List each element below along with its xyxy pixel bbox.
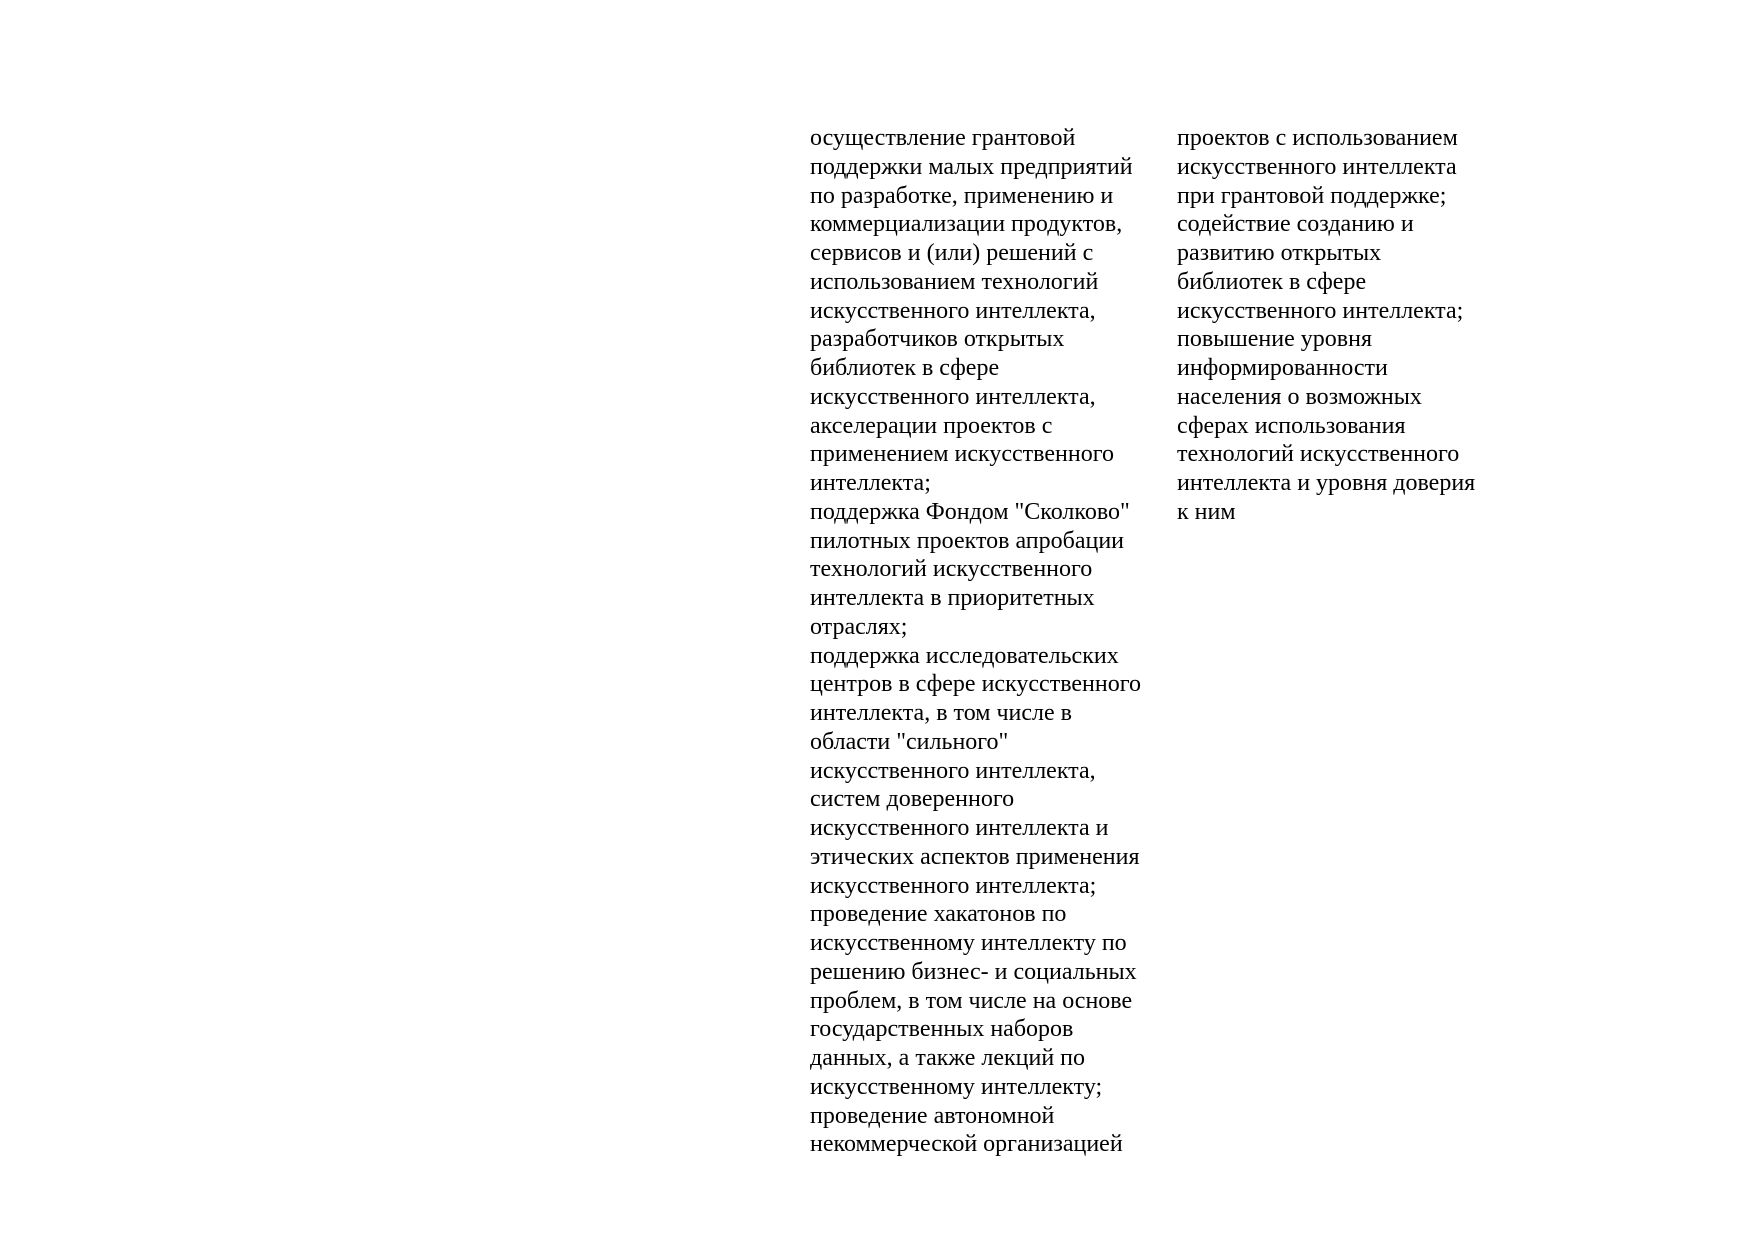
text-line: государственных наборов — [810, 1016, 1074, 1043]
text-line: поддержка исследовательских — [810, 642, 1119, 669]
text-line: проблем, в том числе на основе — [810, 987, 1133, 1014]
text-line: технологий искусственного — [1177, 441, 1460, 468]
text-line: этических аспектов применения — [810, 843, 1140, 870]
text-line: сферах использования — [1177, 412, 1406, 439]
text-line: области "сильного" — [810, 728, 1009, 755]
text-line: решению бизнес- и социальных — [810, 958, 1137, 985]
text-line: коммерциализации продуктов, — [810, 211, 1123, 238]
text-line: интеллекта; — [810, 470, 931, 496]
text-line: искусственного интеллекта, — [810, 383, 1096, 410]
text-line: при грантовой поддержке; — [1177, 182, 1447, 209]
text-line: пилотных проектов апробации — [810, 527, 1125, 554]
text-line: искусственного интеллекта, — [810, 757, 1096, 784]
text-line: к ним — [1177, 498, 1236, 525]
text-line: библиотек в сфере — [810, 355, 1000, 381]
text-line: поддержка Фондом "Сколково" — [810, 498, 1130, 525]
text-line: применением искусственного — [810, 441, 1114, 468]
text-line: по разработке, применению и — [810, 182, 1114, 209]
text-line: разработчиков открытых — [810, 326, 1065, 353]
text-line: сервисов и (или) решений с — [810, 240, 1094, 266]
text-line: технологий искусственного — [810, 556, 1093, 583]
text-line: проведение автономной — [810, 1102, 1055, 1129]
text-line: искусственного интеллекта и — [810, 815, 1109, 841]
text-line: информированности — [1177, 355, 1388, 381]
text-line: осуществление грантовой — [810, 125, 1076, 151]
text-line: искусственного интеллекта, — [810, 297, 1096, 324]
text-line: систем доверенного — [810, 786, 1015, 813]
text-line: интеллекта и уровня доверия — [1177, 470, 1476, 496]
text-line: использованием технологий — [810, 268, 1099, 295]
text-line: интеллекта, в том числе в — [810, 700, 1072, 726]
text-line: искусственного интеллекта; — [810, 872, 1097, 899]
text-line: развитию открытых — [1177, 240, 1382, 266]
text-line: содействие созданию и — [1177, 211, 1414, 238]
text-column-activities — [810, 124, 1160, 1159]
text-line: населения о возможных — [1177, 383, 1422, 410]
text-line: искусственному интеллекту по — [810, 930, 1127, 956]
text-line: данных, а также лекций по — [810, 1045, 1086, 1071]
text-line: искусственного интеллекта; — [1177, 297, 1464, 324]
text-line: акселерации проектов с — [810, 412, 1053, 439]
text-line: повышение уровня — [1177, 326, 1372, 353]
text-column-results — [1177, 124, 1517, 527]
text-line: проведение хакатонов по — [810, 901, 1067, 928]
text-line: поддержки малых предприятий — [810, 153, 1133, 180]
text-line: некоммерческой организацией — [810, 1131, 1123, 1158]
text-line: отраслях; — [810, 613, 908, 640]
text-line: библиотек в сфере — [1177, 268, 1367, 295]
text-line: проектов с использованием — [1177, 125, 1458, 151]
text-line: искусственному интеллекту; — [810, 1073, 1103, 1100]
text-line: интеллекта в приоритетных — [810, 585, 1095, 611]
text-line: искусственного интеллекта — [1177, 153, 1457, 180]
text-line: центров в сфере искусственного — [810, 671, 1141, 698]
